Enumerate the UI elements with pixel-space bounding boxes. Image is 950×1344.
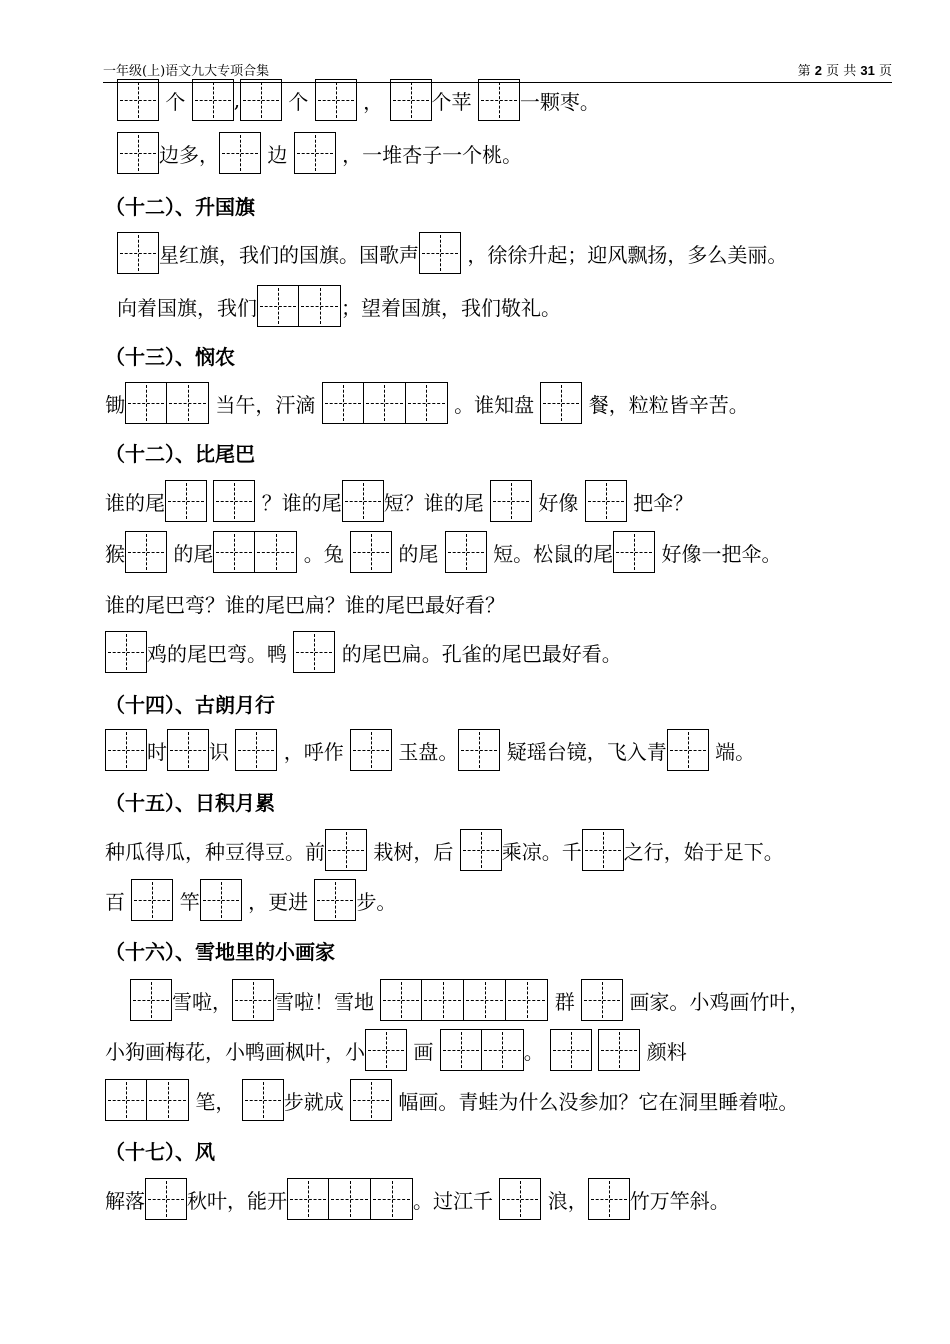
page-number: 第 2 页 共 31 页	[797, 63, 892, 79]
line-text: 个	[159, 89, 192, 114]
line-text: 栽树，后	[367, 839, 460, 864]
line-text: ；望着国旗，我们敬礼。	[341, 295, 561, 320]
line-text: 的尾巴扁。孔雀的尾巴最好看。	[335, 641, 622, 666]
line-text: 猴	[105, 541, 125, 566]
heading-text: （十五）、日积月累	[105, 790, 275, 815]
line-text: 秋叶，能开	[187, 1188, 287, 1213]
tianzige-blank-box[interactable]	[325, 829, 367, 871]
text-line	[105, 1028, 687, 1072]
tianzige-blank-box[interactable]	[364, 382, 406, 424]
line-text: 雪啦！雪地	[274, 989, 381, 1014]
tianzige-blank-box[interactable]	[147, 1079, 189, 1121]
line-text: 画家。小鸡画竹叶，	[623, 989, 810, 1014]
line-text: ,	[233, 88, 241, 112]
line-text: 星红旗，我们的国旗。国歌声	[159, 242, 419, 267]
tianzige-blank-box[interactable]	[130, 979, 172, 1021]
line-text: 。兔	[297, 541, 351, 566]
tianzige-blank-box[interactable]	[255, 531, 297, 573]
tianzige-blank-box[interactable]	[440, 1029, 482, 1071]
line-text: 的尾	[167, 541, 214, 566]
line-text: 餐，粒粒皆辛苦。	[582, 392, 749, 417]
text-line	[117, 231, 787, 275]
tianzige-blank-box[interactable]	[365, 1029, 407, 1071]
line-text: 。	[523, 1039, 551, 1064]
heading-text: （十七）、风	[105, 1139, 215, 1164]
tianzige-blank-box[interactable]	[506, 979, 548, 1021]
line-text: 群	[548, 989, 582, 1014]
text-line	[105, 479, 693, 523]
tianzige-blank-box[interactable]	[445, 531, 487, 573]
tianzige-blank-box[interactable]	[419, 232, 461, 274]
tianzige-blank-box[interactable]	[464, 979, 506, 1021]
line-text: 好像一把伞。	[655, 541, 782, 566]
line-text: 边	[261, 142, 294, 167]
line-text: 种瓜得瓜，种豆得豆。前	[105, 839, 325, 864]
line-text: 浪，	[541, 1188, 588, 1213]
line-text: ？谁的尾	[255, 490, 342, 515]
tianzige-blank-box[interactable]	[287, 1178, 329, 1220]
tianzige-blank-box[interactable]	[125, 531, 167, 573]
tianzige-blank-box[interactable]	[598, 1029, 640, 1071]
text-line	[105, 630, 622, 674]
line-text: 幅画。青蛙为什么没参加？它在洞里睡着啦。	[392, 1089, 799, 1114]
section-heading	[105, 430, 255, 474]
line-text: ，一堆杏子一个桃。	[335, 142, 523, 167]
line-text: 鸡的尾巴弯。鸭	[147, 641, 294, 666]
tianzige-blank-box[interactable]	[242, 1079, 284, 1121]
tianzige-blank-box[interactable]	[200, 879, 242, 921]
line-text: 小狗画梅花，小鸭画枫叶，小	[105, 1039, 365, 1064]
line-text: 谁的尾巴弯？谁的尾巴扁？谁的尾巴最好看？	[105, 592, 505, 617]
line-text: 当午，汗滴	[209, 392, 322, 417]
tianzige-blank-box[interactable]	[588, 1178, 630, 1220]
line-text: 雪啦，	[172, 989, 232, 1014]
text-line	[130, 978, 809, 1022]
tianzige-blank-box[interactable]	[165, 480, 207, 522]
line-text: 锄	[105, 392, 125, 417]
tianzige-blank-box[interactable]	[406, 382, 448, 424]
tianzige-blank-box[interactable]	[213, 531, 255, 573]
line-text: 画	[407, 1039, 440, 1064]
tianzige-blank-box[interactable]	[350, 531, 392, 573]
tianzige-blank-box[interactable]	[371, 1178, 413, 1220]
line-text: 识	[209, 739, 236, 764]
tianzige-blank-box[interactable]	[350, 1079, 392, 1121]
heading-text: （十二）、比尾巴	[105, 441, 255, 466]
tianzige-blank-box[interactable]	[131, 879, 173, 921]
text-line	[117, 78, 600, 122]
tianzige-blank-box[interactable]	[299, 285, 341, 327]
line-text: ，	[356, 89, 390, 114]
text-line	[105, 1177, 730, 1221]
line-text: 向着国旗，我们	[117, 295, 257, 320]
line-text: 时	[147, 739, 167, 764]
text-line	[117, 131, 522, 175]
header-title: 一年级(上)语文九大专项合集	[103, 64, 270, 79]
line-text: 短。松鼠的尾	[486, 541, 614, 566]
line-text: ，呼作	[277, 739, 351, 764]
tianzige-blank-box[interactable]	[314, 879, 356, 921]
line-text: 端。	[708, 739, 756, 764]
line-text: 竹万竿斜。	[629, 1188, 730, 1213]
line-text: 个苹	[431, 89, 478, 114]
line-text: 步。	[356, 889, 397, 914]
tianzige-blank-box[interactable]	[145, 1178, 187, 1220]
text-line	[105, 530, 782, 574]
line-text: 。过江千	[413, 1188, 500, 1213]
tianzige-blank-box[interactable]	[117, 232, 159, 274]
heading-text: （十四）、古朗月行	[105, 692, 275, 717]
section-heading	[105, 183, 255, 227]
text-line	[105, 581, 505, 625]
tianzige-blank-box[interactable]	[585, 480, 627, 522]
section-heading	[105, 1128, 215, 1172]
text-line	[105, 728, 755, 772]
tianzige-blank-box[interactable]	[667, 729, 709, 771]
tianzige-blank-box[interactable]	[380, 979, 422, 1021]
line-text: 的尾	[392, 541, 445, 566]
tianzige-blank-box[interactable]	[294, 132, 336, 174]
line-text: 乘凉。千	[501, 839, 582, 864]
line-text: 颜料	[640, 1039, 687, 1064]
tianzige-blank-box[interactable]	[125, 382, 167, 424]
line-text: 玉盘。	[392, 739, 459, 764]
line-text: 个	[282, 89, 315, 114]
tianzige-blank-box[interactable]	[499, 1178, 541, 1220]
tianzige-blank-box[interactable]	[458, 729, 500, 771]
line-text: 步就成	[283, 1089, 351, 1114]
tianzige-blank-box[interactable]	[581, 979, 623, 1021]
line-text: 之行，始于足下。	[623, 839, 784, 864]
line-text: 边多，	[159, 142, 219, 167]
tianzige-blank-box[interactable]	[582, 829, 624, 871]
tianzige-blank-box[interactable]	[490, 480, 532, 522]
line-text: 百	[105, 889, 132, 914]
tianzige-blank-box[interactable]	[540, 382, 582, 424]
tianzige-blank-box[interactable]	[550, 1029, 592, 1071]
tianzige-blank-box[interactable]	[482, 1029, 524, 1071]
section-heading	[105, 779, 275, 823]
tianzige-blank-box[interactable]	[422, 979, 464, 1021]
line-text: 好像	[532, 490, 585, 515]
tianzige-blank-box[interactable]	[329, 1178, 371, 1220]
tianzige-blank-box[interactable]	[213, 480, 255, 522]
tianzige-blank-box[interactable]	[293, 631, 335, 673]
text-line	[105, 828, 784, 872]
line-text: 一颗枣。	[519, 89, 600, 114]
line-text: ，更进	[241, 889, 315, 914]
line-text: ，徐徐升起；迎风飘扬，多么美丽。	[461, 242, 788, 267]
line-text: 竿	[173, 889, 200, 914]
line-text: 短？谁的尾	[383, 490, 491, 515]
tianzige-blank-box[interactable]	[315, 79, 357, 121]
tianzige-blank-box[interactable]	[105, 631, 147, 673]
heading-text: （十三）、悯农	[105, 344, 235, 369]
tianzige-blank-box[interactable]	[257, 285, 299, 327]
tianzige-blank-box[interactable]	[342, 480, 384, 522]
heading-text: （十六）、雪地里的小画家	[105, 939, 335, 964]
line-text: 谁的尾	[105, 490, 165, 515]
heading-text: （十二）、升国旗	[105, 194, 255, 219]
tianzige-blank-box[interactable]	[478, 79, 520, 121]
tianzige-blank-box[interactable]	[192, 79, 234, 121]
text-line	[105, 878, 396, 922]
tianzige-blank-box[interactable]	[232, 979, 274, 1021]
tianzige-blank-box[interactable]	[105, 1079, 147, 1121]
line-text: 疑瑶台镜，飞入青	[500, 739, 667, 764]
tianzige-blank-box[interactable]	[613, 531, 655, 573]
text-line	[105, 381, 749, 425]
line-text: 笔，	[189, 1089, 242, 1114]
section-heading	[105, 928, 335, 972]
text-line	[105, 1078, 798, 1122]
tianzige-blank-box[interactable]	[322, 382, 364, 424]
section-heading	[105, 681, 275, 725]
tianzige-blank-box[interactable]	[167, 729, 209, 771]
tianzige-blank-box[interactable]	[117, 79, 159, 121]
tianzige-blank-box[interactable]	[117, 132, 159, 174]
line-text: 解落	[105, 1188, 145, 1213]
tianzige-blank-box[interactable]	[390, 79, 432, 121]
tianzige-blank-box[interactable]	[235, 729, 277, 771]
line-text: 把伞？	[626, 490, 694, 515]
tianzige-blank-box[interactable]	[350, 729, 392, 771]
line-text: 。谁知盘	[447, 392, 541, 417]
tianzige-blank-box[interactable]	[167, 382, 209, 424]
tianzige-blank-box[interactable]	[460, 829, 502, 871]
tianzige-blank-box[interactable]	[219, 132, 261, 174]
tianzige-blank-box[interactable]	[240, 79, 282, 121]
tianzige-blank-box[interactable]	[105, 729, 147, 771]
text-line	[117, 284, 561, 328]
section-heading	[105, 333, 235, 377]
